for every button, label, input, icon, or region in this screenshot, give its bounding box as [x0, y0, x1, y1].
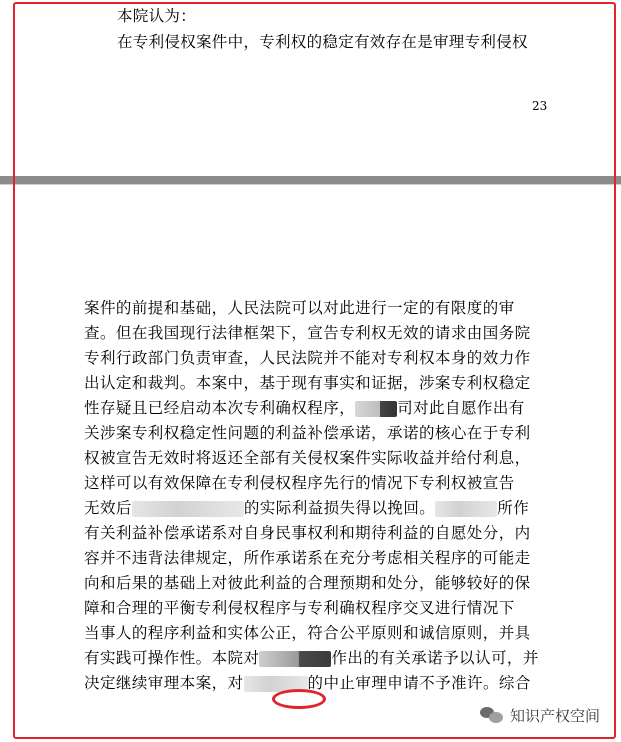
text-line [84, 496, 554, 521]
text-segment: 的中止审理申请不予准许。综合 [307, 674, 531, 692]
watermark [476, 700, 604, 730]
text-line: 向和后果的基础上对彼此利益的合理预期和处分，能够较好的保 [84, 574, 531, 592]
text-line: 这样可以有效保障在专利侵权程序先行的情况下专利权被宣告 [84, 474, 515, 492]
text-line [84, 646, 554, 671]
text-segment: 司对此自愿作出有 [397, 399, 525, 417]
paragraph-line: 在专利侵权案件中，专利权的稳定有效存在是审理专利侵权 [117, 33, 528, 51]
text-line [84, 396, 554, 421]
text-line: 权被宣告无效时将返还全部有关侵权案件实际收益并给付利息， [84, 449, 531, 467]
watermark-text: 知识产权空间 [510, 706, 601, 725]
text-segment: 的实际利益损失得以挽回。 [243, 499, 436, 517]
redaction-block [355, 401, 397, 417]
page-separator [0, 176, 621, 184]
text-line: 出认定和裁判。本案中，基于现有事实和证据，涉案专利权稳定 [84, 374, 531, 392]
text-line: 容并不违背法律规定，所作承诺系在充分考虑相关程序的可能走 [84, 549, 531, 567]
paragraph-body [84, 296, 554, 696]
text-line: 查。但在我国现行法律框架下，宣告专利权无效的请求由国务院 [84, 324, 531, 342]
text-segment: 决定继续审理本案，对 [84, 674, 244, 692]
document-page-top [0, 0, 621, 176]
text-line: 有关利益补偿承诺系对自身民事权利和期待利益的自愿处分，内 [84, 524, 531, 542]
redaction-block [244, 676, 308, 692]
text-line: 障和合理的平衡专利侵权程序与专利确权程序交叉进行情况下 [84, 599, 515, 617]
text-line: 关涉案专利权稳定性问题的利益补偿承诺，承诺的核心在于专利 [84, 424, 531, 442]
text-line: 案件的前提和基础，人民法院可以对此进行一定的有限度的审 [84, 299, 515, 317]
text-segment: 无效后 [84, 499, 132, 517]
redaction-block [132, 501, 244, 517]
text-line: 当事人的程序利益和实体公正，符合公平原则和诚信原则，并具 [84, 624, 531, 642]
text-segment: 所作 [497, 499, 530, 517]
text-segment: 有实践可操作性。本院对 [84, 649, 260, 667]
text-segment: 作出的有关承诺予以认可，并 [331, 649, 539, 667]
text-line: 专利行政部门负责审查，人民法院并不能对专利权本身的效力作 [84, 349, 531, 367]
text-line [84, 671, 554, 696]
redaction-block [259, 651, 331, 667]
paragraph-heading: 本院认为： [117, 7, 197, 25]
text-segment: 性存疑且已经启动本次专利确权程序， [84, 399, 356, 417]
wechat-icon [480, 705, 504, 725]
page-number: 23 [532, 99, 548, 113]
redaction-block [435, 501, 497, 517]
